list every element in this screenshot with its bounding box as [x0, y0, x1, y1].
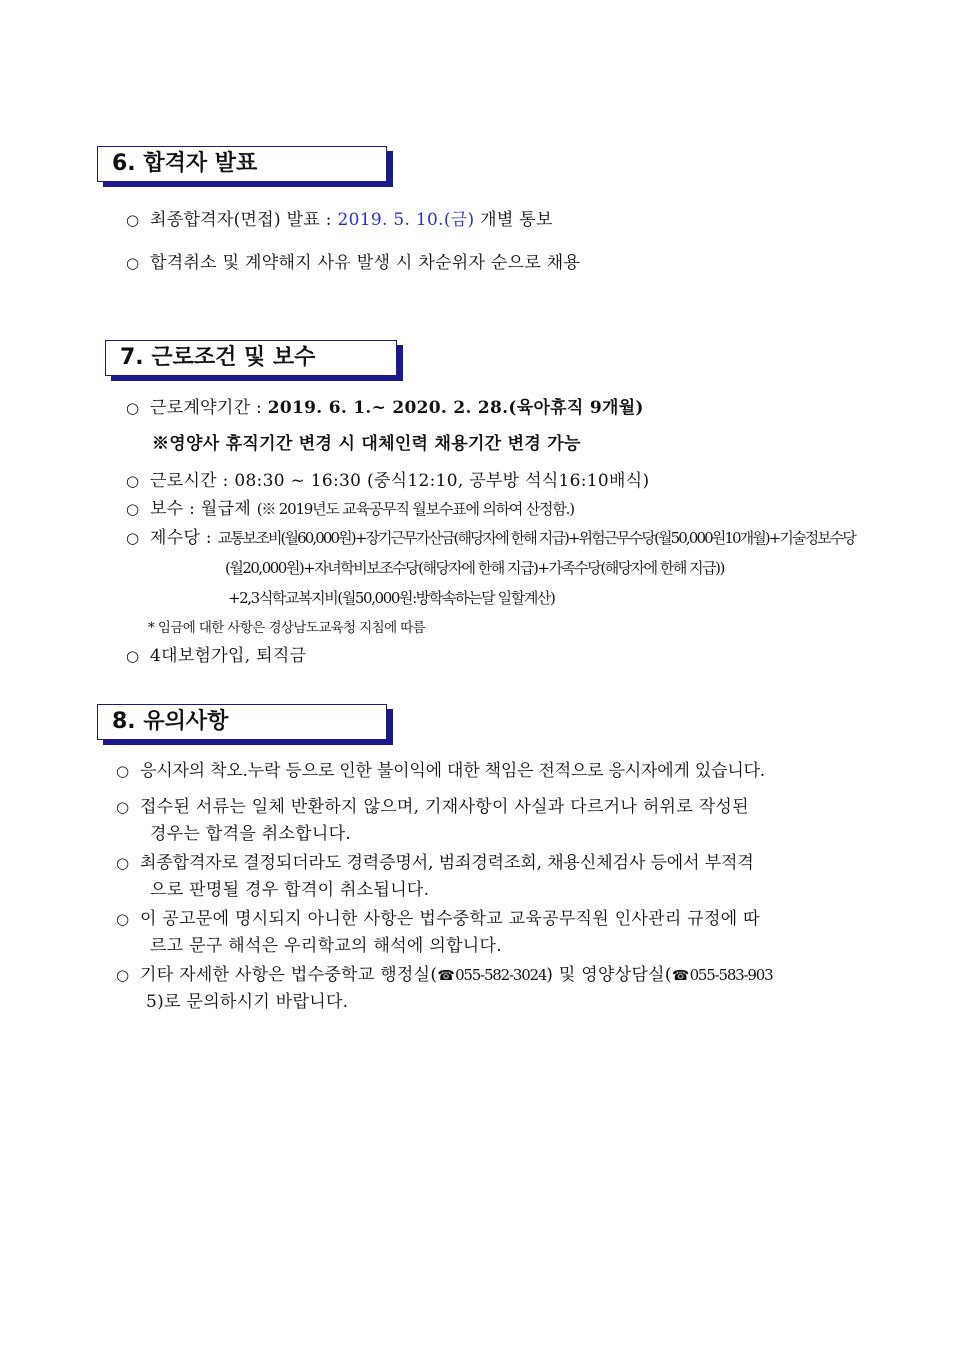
s7-hours-line [126, 469, 649, 493]
note-3-text: 최종합격자로 결정되더라도 경력증명서, 범죄경력조회, 채용신체검사 등에서 부적격 [140, 853, 754, 873]
allowance-label: 제수당 : [150, 528, 218, 548]
pay-label: 보수 : 월급제 [150, 499, 257, 519]
bullet: ○ [116, 798, 130, 816]
s7-allowance-line-2 [225, 556, 724, 580]
s8-note-3 [116, 851, 754, 875]
bullet: ○ [116, 762, 129, 780]
s7-allowance-line [126, 526, 855, 550]
phone-nutrition-office: 055-583-903 [689, 966, 773, 984]
note-1-text: 응시자의 착오.누락 등으로 인한 불이익에 대한 책임은 전적으로 응시자에게 있습니다. [140, 761, 766, 781]
note-2-text: 접수된 서류는 일체 반환하지 않으며, 기재사항이 사실과 다르거나 허위로 작성된 [140, 797, 749, 817]
note-5-text-a: 기타 자세한 사항은 법수중학교 행정실( [140, 965, 438, 985]
s6-l1-prefix: 최종합격자(면접) 발표 : [150, 210, 338, 230]
s7-contract-line [126, 396, 644, 420]
telephone-icon: ☎ [671, 968, 690, 984]
s7-wage-note: * 임금에 대한 사항은 경상남도교육청 지침에 따름 [148, 620, 426, 636]
s7-contract-note: ※영양사 휴직기간 변경 시 대체인력 채용기간 변경 가능 [152, 434, 581, 454]
phone-admin-office: 055-582-3024 [455, 966, 547, 984]
s8-note-2-cont: 경우는 합격을 취소합니다. [150, 824, 352, 844]
bullet: ○ [126, 472, 140, 490]
note-5-text-b: ) 및 영양상담실( [546, 965, 672, 985]
section-title-7: 7. 근로조건 및 보수 [105, 340, 397, 376]
s7-insurance-line [126, 644, 306, 668]
s8-note-3-cont: 으로 판명될 경우 합격이 취소됩니다. [150, 880, 430, 900]
announcement-date: 2019. 5. 10.(금) [337, 210, 475, 230]
bullet: ○ [126, 254, 140, 272]
s8-note-4 [116, 907, 760, 931]
s7-allowance-line-3 [228, 586, 554, 610]
pay-note: (※ 2019년도 교육공무직 월보수표에 의하여 산정함.) [256, 500, 574, 518]
section-title-8: 8. 유의사항 [97, 704, 387, 740]
work-hours: 근로시간 : 08:30 ~ 16:30 (중식12:10, 공부방 석식16:10배식) [150, 471, 650, 491]
bullet: ○ [126, 399, 140, 417]
s6-l1-suffix: 개별 통보 [474, 210, 553, 230]
bullet: ○ [116, 910, 130, 928]
allowance-2: (월20,000원)+자녀학비보조수당(해당자에 한해 지급)+가족수당(해당자에 한해 지급)) [225, 559, 724, 577]
s8-note-1 [116, 759, 765, 783]
contract-period: 2019. 6. 1.~ 2020. 2. 28.(육아휴직 9개월) [267, 398, 644, 418]
s8-note-5 [116, 963, 772, 988]
s6-cancel-line [126, 251, 580, 275]
bullet: ○ [116, 854, 129, 872]
telephone-icon: ☎ [437, 968, 456, 984]
s8-note-5-cont: 5)로 문의하시기 바랍니다. [146, 992, 349, 1012]
bullet: ○ [126, 529, 140, 547]
contract-label: 근로계약기간 : [150, 398, 268, 418]
allowance-3: +2,3식학교복지비(월50,000원:방학속하는달 일할계산) [228, 589, 555, 607]
s8-note-4-cont: 르고 문구 해석은 우리학교의 해석에 의합니다. [150, 936, 502, 956]
bullet: ○ [126, 211, 140, 229]
s6-l2: 합격취소 및 계약해지 사유 발생 시 차순위자 순으로 채용 [150, 253, 581, 273]
s8-note-2 [116, 795, 749, 819]
s6-announcement-line [126, 208, 553, 232]
bullet: ○ [126, 500, 140, 518]
bullet: ○ [116, 966, 130, 984]
section-title-6: 6. 합격자 발표 [97, 146, 387, 182]
allowance-1: 교통보조비(월60,000원)+장기근무가산금(해당자에 한해 지급)+위험근무수당(월50,000원10개월)+기술정보수당 [217, 529, 855, 547]
note-4-text: 이 공고문에 명시되지 아니한 사항은 법수중학교 교육공무직원 인사관리 규정에 따 [140, 909, 760, 929]
bullet: ○ [126, 647, 140, 665]
s7-pay-line [126, 497, 574, 521]
insurance: 4대보험가입, 퇴직금 [150, 646, 307, 666]
